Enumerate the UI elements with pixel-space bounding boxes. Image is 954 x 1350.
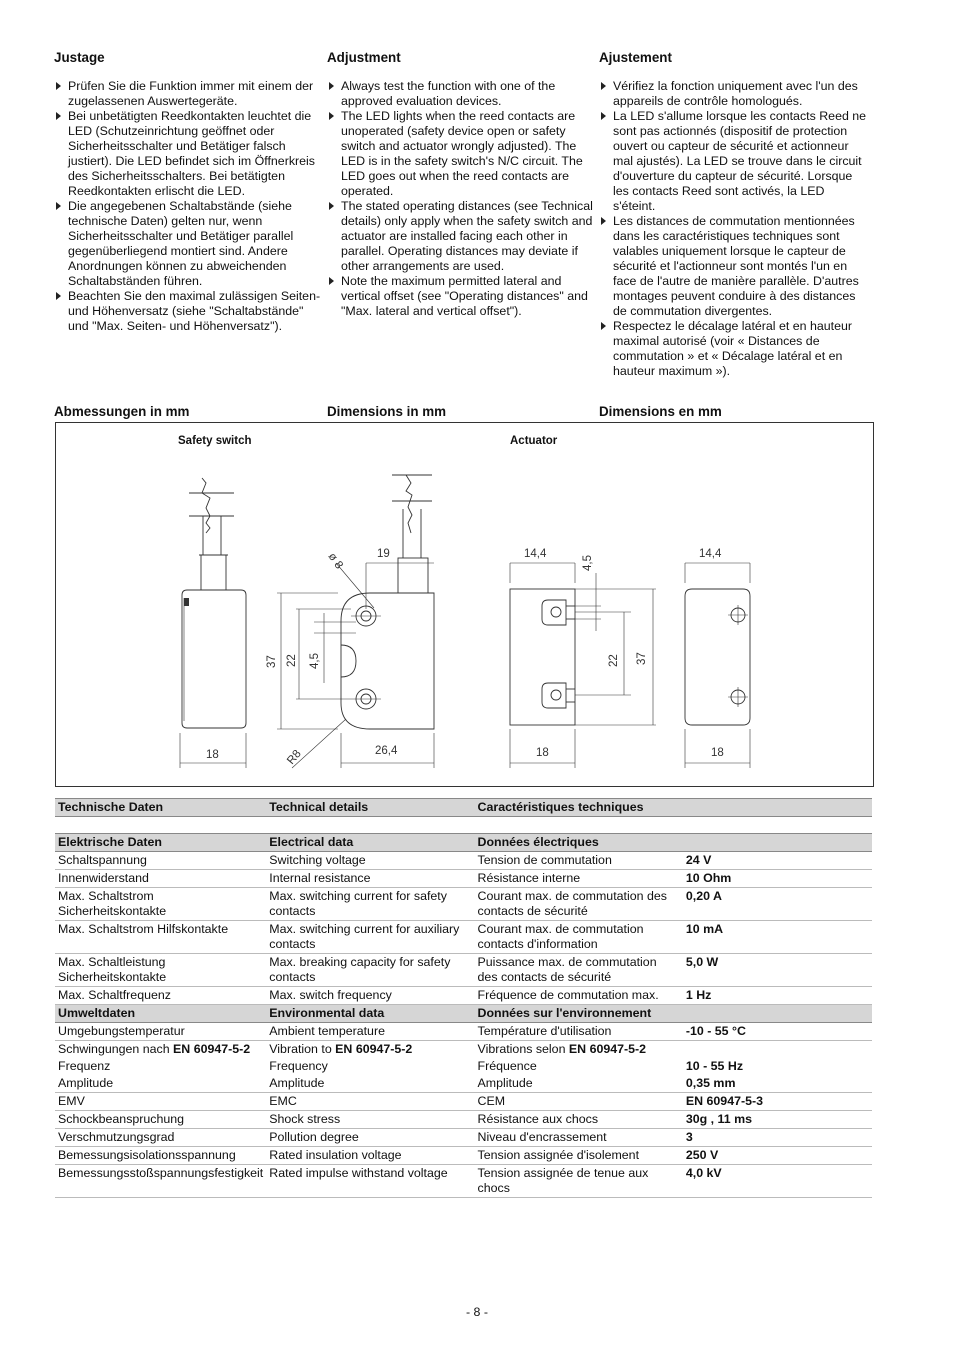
- cell-value: [683, 1041, 872, 1059]
- cell-en: Max. switching current for safety contacts: [266, 888, 474, 921]
- list-item: Prüfen Sie die Funktion immer mit einem der zugelassenen Auswertegeräte.: [54, 79, 322, 109]
- table-group-header: [55, 1005, 872, 1023]
- cell-en: Switching voltage: [266, 852, 474, 870]
- table-header-cell: [683, 1005, 872, 1023]
- table-header-cell: Caractéristiques techniques: [475, 799, 683, 817]
- section-title-de: Justage: [54, 50, 105, 65]
- table-header-cell: Umweltdaten: [55, 1005, 266, 1023]
- table-row: [55, 1041, 872, 1059]
- cell-fr: Tension de commutation: [475, 852, 683, 870]
- dim-label: 18: [206, 749, 219, 761]
- table-row: [55, 921, 872, 954]
- cell-de: Verschmutzungsgrad: [55, 1129, 266, 1147]
- switch-side-view: [180, 478, 246, 768]
- dim-label: 4,5: [309, 653, 321, 669]
- cell-value: 1 Hz: [683, 987, 872, 1005]
- cell-en: Max. switch frequency: [266, 987, 474, 1005]
- cell-value: 10 Ohm: [683, 870, 872, 888]
- table-row: [55, 1093, 872, 1111]
- cell-value: 0,20 A: [683, 888, 872, 921]
- cell-fr: Fréquence de commutation max.: [475, 987, 683, 1005]
- cell-de: Umgebungstemperatur: [55, 1023, 266, 1041]
- cell-fr: Puissance max. de commutation des contacts de sécurité: [475, 954, 683, 987]
- cell-fr: Tension assignée d'isolement: [475, 1147, 683, 1165]
- bullet-list-en: [327, 79, 595, 319]
- list-item: Respectez le décalage latéral et en hauteur maximal autorisé (voir « Distances de commutation » et « Décalage latéral et en hauteur maximum »).: [599, 319, 867, 379]
- cell-en: Pollution degree: [266, 1129, 474, 1147]
- table-header-cell: Technical details: [266, 799, 474, 817]
- cell-en: Frequency: [269, 1059, 328, 1073]
- cell-de: Bemessungsisolationsspannung: [55, 1147, 266, 1165]
- table-row: [55, 1147, 872, 1165]
- cell-value: 3: [683, 1129, 872, 1147]
- safety-switch-label: Safety switch: [178, 435, 252, 447]
- dim-label: 37: [636, 652, 648, 665]
- table-group-header: [55, 834, 872, 852]
- cell-en: Shock stress: [266, 1111, 474, 1129]
- adjustment-column-de: [54, 50, 322, 334]
- list-item: Die angegebenen Schaltabstände (siehe technische Daten) gelten nur, wenn Sicherheitsschalter und Betätiger parallel gegenüberliegend montiert sind. Andere Anordnungen können zu abweichenden Schaltabständen führen.: [54, 199, 322, 289]
- cell-de: Max. Schaltstrom Hilfskontakte: [55, 921, 266, 954]
- cell-value: 250 V: [683, 1147, 872, 1165]
- table-row: [55, 1129, 872, 1147]
- cell-de: Frequenz: [58, 1059, 111, 1073]
- cell-de: Max. Schaltstrom Sicherheitskontakte: [55, 888, 266, 921]
- list-item: The stated operating distances (see Technical details) only apply when the safety switch and actuator are installed facing each other in parallel. Operating distances may deviate if other arrangements are used.: [327, 199, 595, 274]
- cell-fr: Vibrations selon EN 60947-5-2: [477, 1042, 647, 1056]
- list-item: Always test the function with one of the approved evaluation devices.: [327, 79, 595, 109]
- switch-front-view: [266, 475, 434, 768]
- dimensions-title-fr: Dimensions en mm: [599, 404, 722, 419]
- actuator-front-view: [685, 548, 750, 768]
- cell-value: -10 - 55 °C: [683, 1023, 872, 1041]
- dim-label: 18: [536, 747, 549, 759]
- table-row: [55, 870, 872, 888]
- section-title-en: Adjustment: [327, 50, 401, 65]
- cell-en: Internal resistance: [266, 870, 474, 888]
- table-row: [55, 1023, 872, 1041]
- actuator-label: Actuator: [510, 435, 558, 447]
- list-item: La LED s'allume lorsque les contacts Reed ne sont pas actionnés (dispositif de protection ouvert ou capteur de sécurité et actionneur mal ajustés). La LED se trouve dans le circuit d'ouverture du capteur de sécurité. Lorsque les contacts Reed sont activés, la LED s'éteint.: [599, 109, 867, 214]
- page-number: - 8 -: [465, 1305, 489, 1319]
- dimension-drawing: [55, 422, 874, 787]
- table-row: [55, 888, 872, 921]
- cell-de: Max. Schaltfrequenz: [55, 987, 266, 1005]
- cell-de: Schwingungen nach EN 60947-5-2: [58, 1042, 251, 1056]
- adjustment-column-fr: [599, 50, 867, 379]
- table-row: [55, 987, 872, 1005]
- table-row: [55, 852, 872, 870]
- table-row: [55, 1075, 872, 1093]
- table-header-cell: Données sur l'environnement: [475, 1005, 683, 1023]
- cell-fr: Température d'utilisation: [475, 1023, 683, 1041]
- cell-fr: Amplitude: [475, 1075, 683, 1093]
- adjustment-column-en: [327, 50, 595, 319]
- dim-label: ø 8: [325, 550, 345, 572]
- dim-label: 26,4: [375, 745, 398, 757]
- table-header-cell: Technische Daten: [55, 799, 266, 817]
- dim-label: 37: [266, 655, 278, 668]
- cell-en: Rated insulation voltage: [266, 1147, 474, 1165]
- dimensions-title-en: Dimensions in mm: [327, 404, 447, 419]
- list-item: The LED lights when the reed contacts are unoperated (safety device open or safety switch and actuator wrongly adjusted). The LED is in the safety switch's N/C circuit. The LED goes out when the reed contacts are operated.: [327, 109, 595, 199]
- dim-label: R8: [285, 747, 304, 767]
- cell-en: Vibration to EN 60947-5-2: [269, 1042, 413, 1056]
- cell-value: 30g , 11 ms: [683, 1111, 872, 1129]
- cell-value: 5,0 W: [683, 954, 872, 987]
- cell-fr: Courant max. de commutation contacts d'information: [475, 921, 683, 954]
- cell-value: 4,0 kV: [683, 1165, 872, 1198]
- cell-fr: Fréquence: [477, 1059, 537, 1073]
- cell-de: Bemessungsstoßspannungsfestigkeit: [55, 1165, 266, 1198]
- table-header-cell: [683, 834, 872, 852]
- dim-label: 22: [608, 654, 620, 667]
- cell-value: 0,35 mm: [683, 1075, 872, 1093]
- bullet-list-de: [54, 79, 322, 334]
- table-row: [55, 1058, 872, 1075]
- cell-value: 24 V: [683, 852, 872, 870]
- cell-de: Max. Schaltleistung Sicherheitskontakte: [55, 954, 266, 987]
- cell-fr: Résistance interne: [475, 870, 683, 888]
- cell-en: Max. switching current for auxiliary contacts: [266, 921, 474, 954]
- actuator-side-view: [510, 548, 656, 768]
- dim-label: 19: [377, 548, 390, 560]
- table-header-cell: Elektrische Daten: [55, 834, 266, 852]
- dim-label: 14,4: [699, 548, 722, 560]
- table-header-row: [55, 799, 872, 817]
- cell-de: EMV: [55, 1093, 266, 1111]
- cell-fr: Résistance aux chocs: [475, 1111, 683, 1129]
- dimensions-title-de: Abmessungen in mm: [54, 404, 190, 419]
- dim-label: 18: [711, 747, 724, 759]
- cell-en: Amplitude: [266, 1075, 474, 1093]
- cell-de: Schaltspannung: [55, 852, 266, 870]
- table-header-cell: [683, 799, 872, 817]
- cell-en: Max. breaking capacity for safety contacts: [266, 954, 474, 987]
- dim-label: 14,4: [524, 548, 547, 560]
- cell-de: Innenwiderstand: [55, 870, 266, 888]
- cell-fr: CEM: [475, 1093, 683, 1111]
- cell-en: EMC: [266, 1093, 474, 1111]
- list-item: Vérifiez la fonction uniquement avec l'un des appareils de contrôle homologués.: [599, 79, 867, 109]
- dim-label: 22: [286, 654, 298, 667]
- cell-en: Ambient temperature: [266, 1023, 474, 1041]
- table-row: [55, 954, 872, 987]
- list-item: Les distances de commutation mentionnées dans les caractéristiques techniques sont valables uniquement lorsque le capteur de sécurité et l'actionneur sont montés l'un en face de l'autre de manière parallèle. D'autres montages peuvent conduire à des distances de commutation divergentes.: [599, 214, 867, 319]
- cell-value: 10 - 55 Hz: [685, 1059, 744, 1073]
- dim-label: 4,5: [582, 555, 594, 571]
- bullet-list-fr: [599, 79, 867, 379]
- cell-value: 10 mA: [683, 921, 872, 954]
- table-row: [55, 1111, 872, 1129]
- list-item: Note the maximum permitted lateral and vertical offset (see "Operating distances" and "Max. lateral and vertical offset").: [327, 274, 595, 319]
- technical-data-table: [55, 798, 872, 1198]
- section-title-fr: Ajustement: [599, 50, 672, 65]
- list-item: Bei unbetätigten Reedkontakten leuchtet die LED (Schutzeinrichtung geöffnet oder Sicherheitsschalter und Betätiger falsch justiert). Die LED befindet sich im Öffnerkreis des Sicherheitsschalters. Bei betätigten Reedkontakten erlischt die LED.: [54, 109, 322, 199]
- cell-de: Schockbeanspruchung: [55, 1111, 266, 1129]
- cell-en: Rated impulse withstand voltage: [266, 1165, 474, 1198]
- cell-fr: Niveau d'encrassement: [475, 1129, 683, 1147]
- cell-value: EN 60947-5-3: [683, 1093, 872, 1111]
- table-header-cell: Electrical data: [266, 834, 474, 852]
- table-header-cell: Environmental data: [266, 1005, 474, 1023]
- cell-de: Amplitude: [55, 1075, 266, 1093]
- table-row: [55, 1165, 872, 1198]
- cell-fr: Tension assignée de tenue aux chocs: [475, 1165, 683, 1198]
- table-header-cell: Données électriques: [475, 834, 683, 852]
- cell-fr: Courant max. de commutation des contacts de sécurité: [475, 888, 683, 921]
- list-item: Beachten Sie den maximal zulässigen Seiten- und Höhenversatz (siehe "Schaltabstände" und "Max. Seiten- und Höhenversatz").: [54, 289, 322, 334]
